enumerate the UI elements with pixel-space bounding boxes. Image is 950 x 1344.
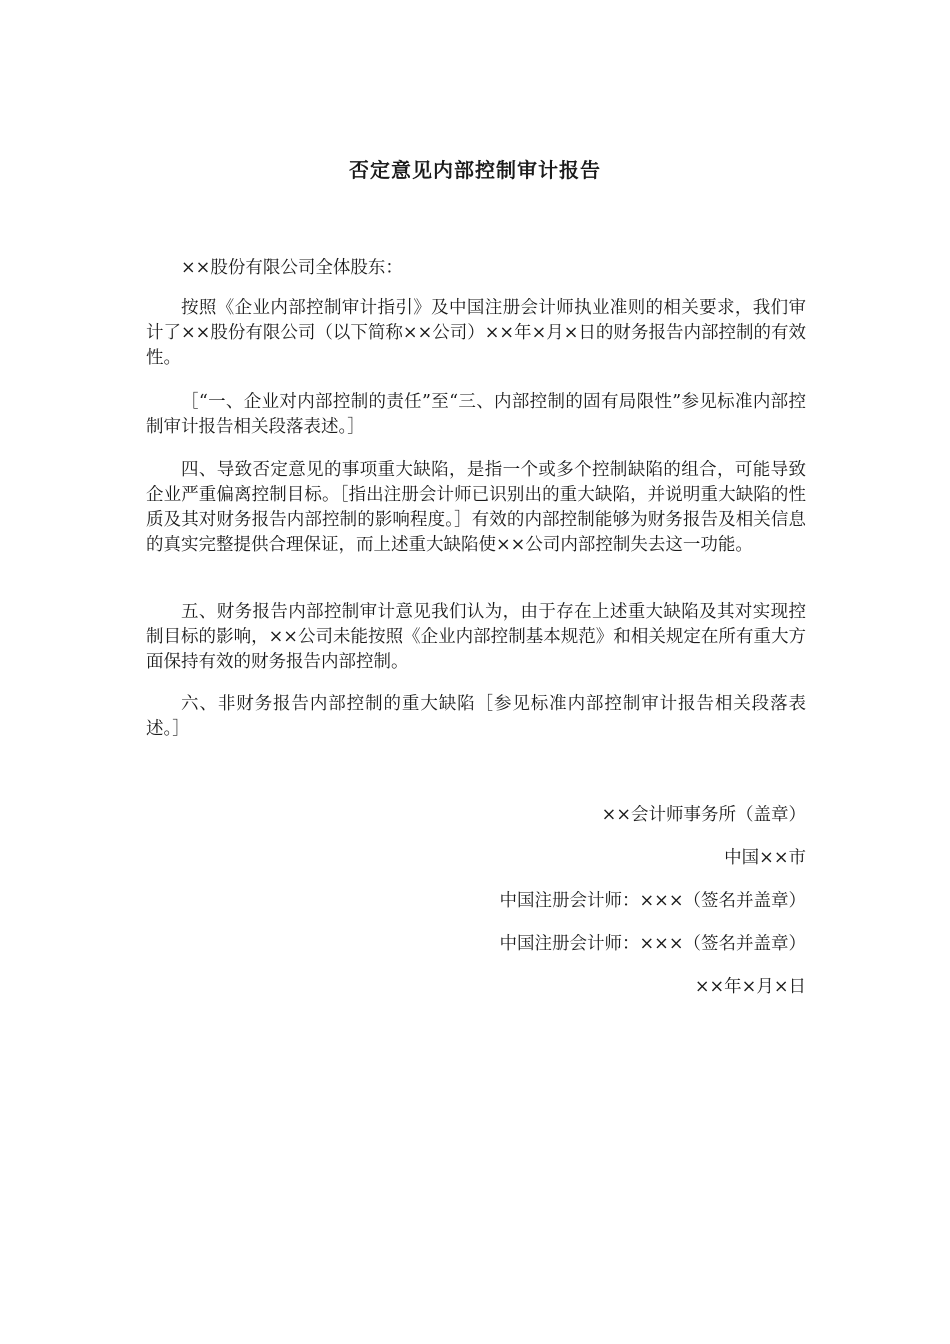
page-title: 否定意见内部控制审计报告 — [349, 158, 601, 182]
signature-cpa-1: 中国注册会计师：×××（签名并盖章） — [499, 891, 806, 911]
paragraph-material-weakness: 四、导致否定意见的事项重大缺陷，是指一个或多个控制缺陷的组合，可能导致企业严重偏离控制目标。［指出注册会计师已识别出的重大缺陷，并说明重大缺陷的性质及其对财务报告内部控制的影响程度。］有效的内部控制能够为财务报告及相关信息的真实完整提供合理保证，而上述重大缺陷使××公司内部控制失去这一功能。 — [146, 460, 806, 555]
signature-firm: ××会计师事务所（盖章） — [601, 805, 806, 825]
signature-date: ××年×月×日 — [694, 977, 806, 997]
paragraph-scope: 按照《企业内部控制审计指引》及中国注册会计师执业准则的相关要求，我们审计了××股份有限公司（以下简称××公司）××年×月×日的财务报告内部控制的有效性。 — [146, 298, 806, 368]
signature-city: 中国××市 — [724, 848, 806, 868]
paragraph-reference: ［“一、企业对内部控制的责任”至“三、内部控制的固有局限性”参见标准内部控制审计报告相关段落表述。］ — [146, 392, 806, 437]
paragraph-opinion: 五、财务报告内部控制审计意见我们认为，由于存在上述重大缺陷及其对实现控制目标的影响，××公司未能按照《企业内部控制基本规范》和相关规定在所有重大方面保持有效的财务报告内部控制。 — [146, 602, 806, 672]
signature-cpa-2: 中国注册会计师：×××（签名并盖章） — [499, 934, 806, 954]
salutation: ××股份有限公司全体股东： — [181, 258, 403, 278]
paragraph-non-financial: 六、非财务报告内部控制的重大缺陷［参见标准内部控制审计报告相关段落表述。］ — [146, 694, 806, 739]
